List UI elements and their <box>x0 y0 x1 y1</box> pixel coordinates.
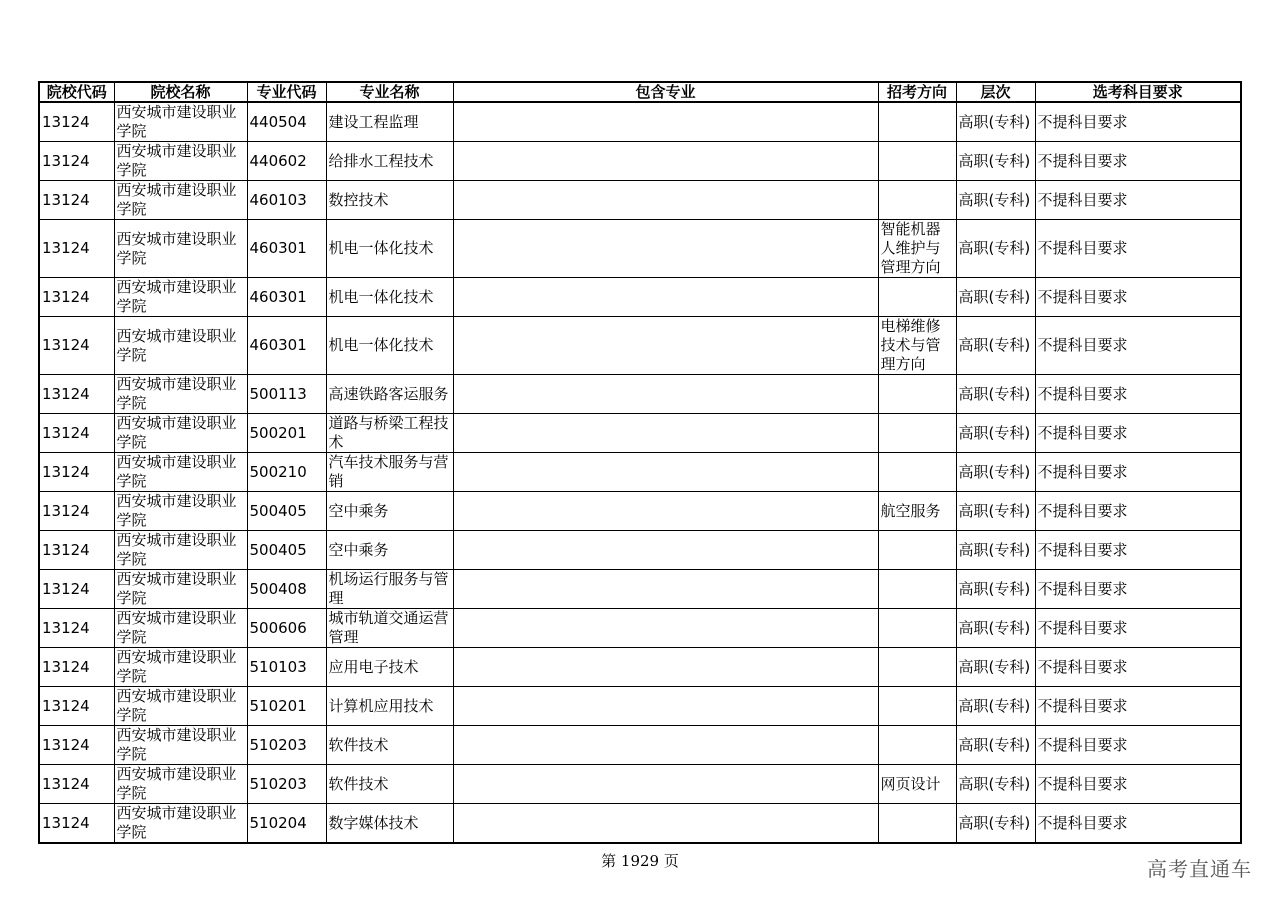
cell-major-name: 汽车技术服务与营销 <box>326 453 453 492</box>
cell-subject-requirement: 不提科目要求 <box>1035 278 1241 317</box>
cell-major-name: 机电一体化技术 <box>326 317 453 375</box>
cell-major-name: 计算机应用技术 <box>326 687 453 726</box>
cell-included-majors <box>453 102 878 142</box>
cell-level: 高职(专科) <box>956 687 1035 726</box>
cell-direction <box>878 453 956 492</box>
header-direction: 招考方向 <box>878 82 956 102</box>
cell-direction: 航空服务 <box>878 492 956 531</box>
cell-subject-requirement: 不提科目要求 <box>1035 648 1241 687</box>
header-level: 层次 <box>956 82 1035 102</box>
cell-included-majors <box>453 531 878 570</box>
cell-school-code: 13124 <box>39 726 114 765</box>
cell-direction <box>878 181 956 220</box>
cell-direction: 智能机器人维护与管理方向 <box>878 220 956 278</box>
cell-school-name: 西安城市建设职业学院 <box>114 317 247 375</box>
watermark-logo: 高考直通车 <box>1147 857 1252 881</box>
cell-included-majors <box>453 414 878 453</box>
table-row <box>39 142 1241 181</box>
cell-subject-requirement: 不提科目要求 <box>1035 609 1241 648</box>
cell-school-name: 西安城市建设职业学院 <box>114 726 247 765</box>
cell-school-code: 13124 <box>39 375 114 414</box>
table-row <box>39 492 1241 531</box>
cell-subject-requirement: 不提科目要求 <box>1035 142 1241 181</box>
table-body <box>39 102 1241 843</box>
cell-school-code: 13124 <box>39 492 114 531</box>
cell-subject-requirement: 不提科目要求 <box>1035 317 1241 375</box>
cell-major-name: 数控技术 <box>326 181 453 220</box>
table-row <box>39 648 1241 687</box>
cell-major-code: 460301 <box>247 317 326 375</box>
cell-direction <box>878 531 956 570</box>
table-row <box>39 726 1241 765</box>
cell-school-code: 13124 <box>39 102 114 142</box>
cell-school-code: 13124 <box>39 687 114 726</box>
cell-school-name: 西安城市建设职业学院 <box>114 181 247 220</box>
cell-major-code: 460103 <box>247 181 326 220</box>
cell-included-majors <box>453 687 878 726</box>
cell-major-name: 机电一体化技术 <box>326 278 453 317</box>
cell-direction <box>878 414 956 453</box>
cell-school-name: 西安城市建设职业学院 <box>114 609 247 648</box>
cell-subject-requirement: 不提科目要求 <box>1035 570 1241 609</box>
cell-subject-requirement: 不提科目要求 <box>1035 181 1241 220</box>
cell-subject-requirement: 不提科目要求 <box>1035 453 1241 492</box>
cell-major-name: 高速铁路客运服务 <box>326 375 453 414</box>
header-major-name: 专业名称 <box>326 82 453 102</box>
cell-subject-requirement: 不提科目要求 <box>1035 492 1241 531</box>
cell-school-code: 13124 <box>39 220 114 278</box>
table-row <box>39 453 1241 492</box>
cell-major-code: 510103 <box>247 648 326 687</box>
cell-level: 高职(专科) <box>956 492 1035 531</box>
cell-included-majors <box>453 492 878 531</box>
cell-subject-requirement: 不提科目要求 <box>1035 687 1241 726</box>
cell-included-majors <box>453 453 878 492</box>
cell-subject-requirement: 不提科目要求 <box>1035 765 1241 804</box>
cell-major-code: 500405 <box>247 531 326 570</box>
cell-subject-requirement: 不提科目要求 <box>1035 804 1241 844</box>
cell-level: 高职(专科) <box>956 726 1035 765</box>
header-subject-requirement: 选考科目要求 <box>1035 82 1241 102</box>
cell-subject-requirement: 不提科目要求 <box>1035 726 1241 765</box>
cell-major-name: 空中乘务 <box>326 492 453 531</box>
cell-level: 高职(专科) <box>956 102 1035 142</box>
cell-level: 高职(专科) <box>956 804 1035 844</box>
cell-school-code: 13124 <box>39 317 114 375</box>
cell-major-code: 500405 <box>247 492 326 531</box>
cell-school-name: 西安城市建设职业学院 <box>114 142 247 181</box>
cell-school-name: 西安城市建设职业学院 <box>114 492 247 531</box>
cell-level: 高职(专科) <box>956 220 1035 278</box>
cell-direction: 电梯维修技术与管理方向 <box>878 317 956 375</box>
cell-school-code: 13124 <box>39 609 114 648</box>
table-row <box>39 102 1241 142</box>
cell-level: 高职(专科) <box>956 142 1035 181</box>
cell-school-name: 西安城市建设职业学院 <box>114 453 247 492</box>
cell-major-code: 500201 <box>247 414 326 453</box>
cell-level: 高职(专科) <box>956 648 1035 687</box>
cell-school-code: 13124 <box>39 278 114 317</box>
table-row <box>39 375 1241 414</box>
cell-direction <box>878 648 956 687</box>
cell-school-name: 西安城市建设职业学院 <box>114 531 247 570</box>
cell-school-code: 13124 <box>39 453 114 492</box>
cell-direction: 网页设计 <box>878 765 956 804</box>
table-row <box>39 765 1241 804</box>
cell-level: 高职(专科) <box>956 570 1035 609</box>
cell-included-majors <box>453 142 878 181</box>
cell-direction <box>878 609 956 648</box>
admission-table <box>38 81 1242 844</box>
cell-major-code: 440504 <box>247 102 326 142</box>
cell-included-majors <box>453 726 878 765</box>
cell-subject-requirement: 不提科目要求 <box>1035 531 1241 570</box>
cell-major-name: 软件技术 <box>326 726 453 765</box>
cell-included-majors <box>453 609 878 648</box>
cell-school-code: 13124 <box>39 804 114 844</box>
cell-school-code: 13124 <box>39 142 114 181</box>
cell-school-name: 西安城市建设职业学院 <box>114 102 247 142</box>
cell-major-code: 510203 <box>247 726 326 765</box>
cell-school-name: 西安城市建设职业学院 <box>114 278 247 317</box>
table-row <box>39 220 1241 278</box>
cell-major-code: 510203 <box>247 765 326 804</box>
cell-major-code: 500606 <box>247 609 326 648</box>
cell-subject-requirement: 不提科目要求 <box>1035 220 1241 278</box>
cell-major-name: 软件技术 <box>326 765 453 804</box>
cell-major-code: 440602 <box>247 142 326 181</box>
table-row <box>39 609 1241 648</box>
table-row <box>39 317 1241 375</box>
cell-included-majors <box>453 317 878 375</box>
table-row <box>39 804 1241 844</box>
cell-school-name: 西安城市建设职业学院 <box>114 804 247 844</box>
cell-included-majors <box>453 220 878 278</box>
cell-included-majors <box>453 765 878 804</box>
cell-major-code: 460301 <box>247 278 326 317</box>
cell-school-code: 13124 <box>39 765 114 804</box>
cell-included-majors <box>453 648 878 687</box>
table-row <box>39 570 1241 609</box>
cell-direction <box>878 687 956 726</box>
cell-direction <box>878 375 956 414</box>
cell-major-code: 510201 <box>247 687 326 726</box>
cell-school-name: 西安城市建设职业学院 <box>114 687 247 726</box>
page-number: 第 1929 页 <box>601 852 679 870</box>
cell-level: 高职(专科) <box>956 453 1035 492</box>
cell-direction <box>878 570 956 609</box>
cell-school-code: 13124 <box>39 648 114 687</box>
cell-school-code: 13124 <box>39 181 114 220</box>
cell-major-name: 城市轨道交通运营管理 <box>326 609 453 648</box>
cell-level: 高职(专科) <box>956 765 1035 804</box>
header-included-majors: 包含专业 <box>453 82 878 102</box>
cell-included-majors <box>453 570 878 609</box>
cell-school-code: 13124 <box>39 531 114 570</box>
cell-level: 高职(专科) <box>956 531 1035 570</box>
cell-level: 高职(专科) <box>956 181 1035 220</box>
cell-direction <box>878 278 956 317</box>
cell-included-majors <box>453 278 878 317</box>
table-row <box>39 687 1241 726</box>
cell-major-name: 机电一体化技术 <box>326 220 453 278</box>
table-row <box>39 414 1241 453</box>
cell-subject-requirement: 不提科目要求 <box>1035 102 1241 142</box>
cell-major-code: 500113 <box>247 375 326 414</box>
cell-major-name: 应用电子技术 <box>326 648 453 687</box>
cell-school-code: 13124 <box>39 414 114 453</box>
table-header-row <box>39 82 1241 102</box>
header-school-code: 院校代码 <box>39 82 114 102</box>
cell-school-code: 13124 <box>39 570 114 609</box>
cell-direction <box>878 142 956 181</box>
table-row <box>39 181 1241 220</box>
cell-level: 高职(专科) <box>956 609 1035 648</box>
cell-major-name: 建设工程监理 <box>326 102 453 142</box>
table-row <box>39 278 1241 317</box>
header-major-code: 专业代码 <box>247 82 326 102</box>
cell-direction <box>878 102 956 142</box>
cell-direction <box>878 726 956 765</box>
cell-included-majors <box>453 181 878 220</box>
cell-major-name: 给排水工程技术 <box>326 142 453 181</box>
cell-major-code: 460301 <box>247 220 326 278</box>
cell-level: 高职(专科) <box>956 414 1035 453</box>
cell-direction <box>878 804 956 844</box>
header-school-name: 院校名称 <box>114 82 247 102</box>
cell-level: 高职(专科) <box>956 375 1035 414</box>
cell-included-majors <box>453 804 878 844</box>
cell-subject-requirement: 不提科目要求 <box>1035 414 1241 453</box>
cell-school-name: 西安城市建设职业学院 <box>114 570 247 609</box>
cell-major-name: 空中乘务 <box>326 531 453 570</box>
cell-school-name: 西安城市建设职业学院 <box>114 765 247 804</box>
cell-major-name: 数字媒体技术 <box>326 804 453 844</box>
table-row <box>39 531 1241 570</box>
cell-school-name: 西安城市建设职业学院 <box>114 648 247 687</box>
cell-school-name: 西安城市建设职业学院 <box>114 375 247 414</box>
cell-major-name: 道路与桥梁工程技术 <box>326 414 453 453</box>
cell-major-code: 500210 <box>247 453 326 492</box>
cell-school-name: 西安城市建设职业学院 <box>114 414 247 453</box>
cell-level: 高职(专科) <box>956 278 1035 317</box>
cell-subject-requirement: 不提科目要求 <box>1035 375 1241 414</box>
cell-level: 高职(专科) <box>956 317 1035 375</box>
cell-major-name: 机场运行服务与管理 <box>326 570 453 609</box>
cell-school-name: 西安城市建设职业学院 <box>114 220 247 278</box>
cell-major-code: 500408 <box>247 570 326 609</box>
cell-included-majors <box>453 375 878 414</box>
cell-major-code: 510204 <box>247 804 326 844</box>
